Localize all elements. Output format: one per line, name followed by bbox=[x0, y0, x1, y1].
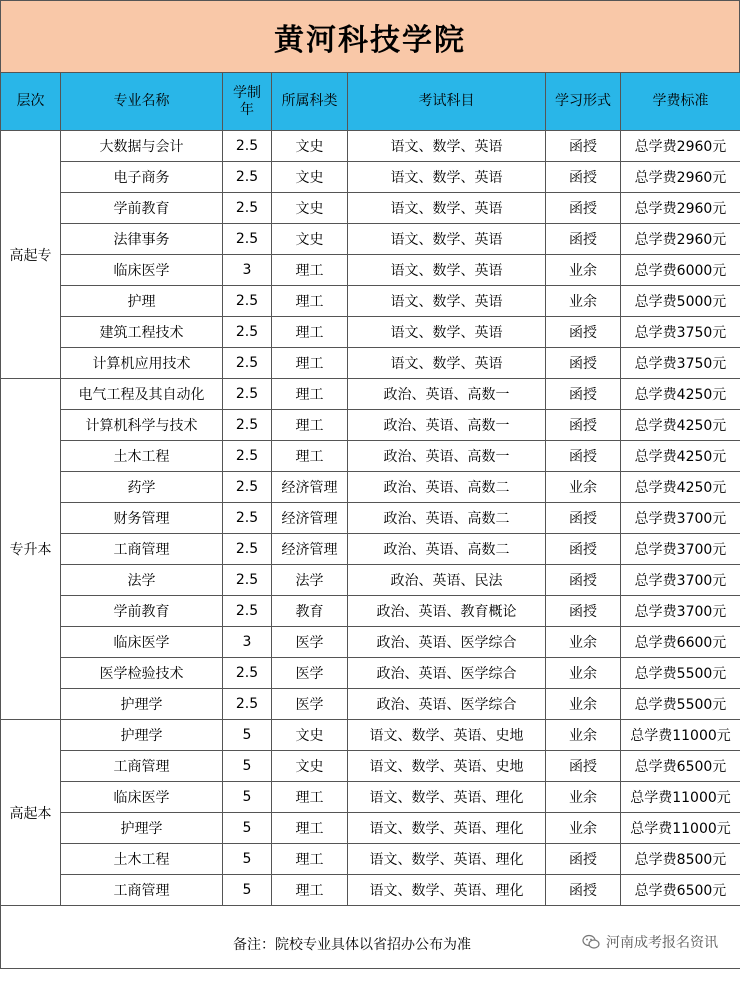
study-mode-cell: 函授 bbox=[546, 224, 621, 255]
duration-cell: 2.5 bbox=[223, 410, 272, 441]
category-cell: 文史 bbox=[272, 131, 348, 162]
category-cell: 医学 bbox=[272, 658, 348, 689]
major-cell: 工商管理 bbox=[61, 751, 223, 782]
study-mode-cell: 业余 bbox=[546, 627, 621, 658]
subjects-cell: 语文、数学、英语、理化 bbox=[348, 844, 546, 875]
table-row bbox=[1, 751, 740, 782]
fee-cell: 总学费2960元 bbox=[621, 162, 740, 193]
page-title: 黄河科技学院 bbox=[0, 0, 740, 73]
category-cell: 文史 bbox=[272, 224, 348, 255]
study-mode-cell: 函授 bbox=[546, 844, 621, 875]
header-duration-label: 学制 年 bbox=[233, 84, 261, 118]
major-cell: 工商管理 bbox=[61, 534, 223, 565]
duration-cell: 2.5 bbox=[223, 286, 272, 317]
table-row bbox=[1, 534, 740, 565]
category-cell: 文史 bbox=[272, 162, 348, 193]
table-row bbox=[1, 255, 740, 286]
note-text: 备注：院校专业具体以省招办公布为准 bbox=[233, 937, 471, 953]
category-cell: 理工 bbox=[272, 286, 348, 317]
category-cell: 文史 bbox=[272, 193, 348, 224]
major-cell: 计算机科学与技术 bbox=[61, 410, 223, 441]
duration-cell: 5 bbox=[223, 782, 272, 813]
category-cell: 法学 bbox=[272, 565, 348, 596]
category-cell: 医学 bbox=[272, 627, 348, 658]
duration-cell: 2.5 bbox=[223, 503, 272, 534]
header-study-mode: 学习形式 bbox=[546, 73, 621, 131]
table-row bbox=[1, 627, 740, 658]
major-cell: 建筑工程技术 bbox=[61, 317, 223, 348]
duration-cell: 3 bbox=[223, 627, 272, 658]
table-row bbox=[1, 441, 740, 472]
header-row bbox=[1, 73, 740, 131]
study-mode-cell: 业余 bbox=[546, 689, 621, 720]
subjects-cell: 政治、英语、高数二 bbox=[348, 503, 546, 534]
header-fee: 学费标准 bbox=[621, 73, 740, 131]
duration-cell: 2.5 bbox=[223, 441, 272, 472]
table-row bbox=[1, 162, 740, 193]
subjects-cell: 语文、数学、英语、理化 bbox=[348, 813, 546, 844]
study-mode-cell: 业余 bbox=[546, 782, 621, 813]
fee-cell: 总学费11000元 bbox=[621, 813, 740, 844]
major-cell: 学前教育 bbox=[61, 596, 223, 627]
fee-cell: 总学费11000元 bbox=[621, 782, 740, 813]
fee-cell: 总学费6600元 bbox=[621, 627, 740, 658]
header-category: 所属科类 bbox=[272, 73, 348, 131]
study-mode-cell: 函授 bbox=[546, 193, 621, 224]
table-row bbox=[1, 472, 740, 503]
watermark bbox=[582, 932, 718, 952]
major-cell: 护理学 bbox=[61, 813, 223, 844]
duration-cell: 2.5 bbox=[223, 193, 272, 224]
category-cell: 经济管理 bbox=[272, 503, 348, 534]
fee-cell: 总学费5000元 bbox=[621, 286, 740, 317]
fee-cell: 总学费11000元 bbox=[621, 720, 740, 751]
study-mode-cell: 业余 bbox=[546, 255, 621, 286]
category-cell: 理工 bbox=[272, 813, 348, 844]
fee-cell: 总学费5500元 bbox=[621, 689, 740, 720]
fee-cell: 总学费6000元 bbox=[621, 255, 740, 286]
fee-cell: 总学费4250元 bbox=[621, 441, 740, 472]
category-cell: 理工 bbox=[272, 255, 348, 286]
table-row bbox=[1, 720, 740, 751]
category-cell: 经济管理 bbox=[272, 534, 348, 565]
category-cell: 教育 bbox=[272, 596, 348, 627]
fee-cell: 总学费2960元 bbox=[621, 193, 740, 224]
category-cell: 经济管理 bbox=[272, 472, 348, 503]
major-cell: 医学检验技术 bbox=[61, 658, 223, 689]
subjects-cell: 政治、英语、高数一 bbox=[348, 410, 546, 441]
fee-cell: 总学费3700元 bbox=[621, 503, 740, 534]
duration-cell: 5 bbox=[223, 813, 272, 844]
study-mode-cell: 函授 bbox=[546, 348, 621, 379]
category-cell: 理工 bbox=[272, 844, 348, 875]
subjects-cell: 语文、数学、英语 bbox=[348, 286, 546, 317]
table-row bbox=[1, 503, 740, 534]
fee-cell: 总学费2960元 bbox=[621, 224, 740, 255]
subjects-cell: 语文、数学、英语 bbox=[348, 131, 546, 162]
major-cell: 电气工程及其自动化 bbox=[61, 379, 223, 410]
table-row bbox=[1, 596, 740, 627]
subjects-cell: 语文、数学、英语 bbox=[348, 317, 546, 348]
table-row bbox=[1, 782, 740, 813]
fee-cell: 总学费6500元 bbox=[621, 751, 740, 782]
fee-cell: 总学费2960元 bbox=[621, 131, 740, 162]
table-row bbox=[1, 658, 740, 689]
duration-cell: 2.5 bbox=[223, 162, 272, 193]
category-cell: 文史 bbox=[272, 751, 348, 782]
wechat-icon bbox=[582, 934, 600, 950]
fee-cell: 总学费6500元 bbox=[621, 875, 740, 906]
major-cell: 护理 bbox=[61, 286, 223, 317]
major-cell: 土木工程 bbox=[61, 844, 223, 875]
duration-cell: 2.5 bbox=[223, 534, 272, 565]
fee-cell: 总学费3700元 bbox=[621, 565, 740, 596]
duration-cell: 2.5 bbox=[223, 689, 272, 720]
table-row bbox=[1, 689, 740, 720]
study-mode-cell: 函授 bbox=[546, 503, 621, 534]
table-row bbox=[1, 286, 740, 317]
fee-cell: 总学费4250元 bbox=[621, 472, 740, 503]
major-cell: 电子商务 bbox=[61, 162, 223, 193]
subjects-cell: 语文、数学、英语、史地 bbox=[348, 720, 546, 751]
table-row bbox=[1, 317, 740, 348]
major-cell: 计算机应用技术 bbox=[61, 348, 223, 379]
header-major: 专业名称 bbox=[61, 73, 223, 131]
study-mode-cell: 函授 bbox=[546, 131, 621, 162]
major-cell: 学前教育 bbox=[61, 193, 223, 224]
study-mode-cell: 业余 bbox=[546, 286, 621, 317]
study-mode-cell: 函授 bbox=[546, 875, 621, 906]
duration-cell: 2.5 bbox=[223, 379, 272, 410]
subjects-cell: 政治、英语、高数一 bbox=[348, 379, 546, 410]
subjects-cell: 语文、数学、英语、理化 bbox=[348, 782, 546, 813]
major-cell: 药学 bbox=[61, 472, 223, 503]
category-cell: 理工 bbox=[272, 348, 348, 379]
fee-cell: 总学费4250元 bbox=[621, 410, 740, 441]
duration-cell: 2.5 bbox=[223, 472, 272, 503]
subjects-cell: 政治、英语、高数二 bbox=[348, 472, 546, 503]
table-row bbox=[1, 379, 740, 410]
category-cell: 理工 bbox=[272, 317, 348, 348]
subjects-cell: 政治、英语、医学综合 bbox=[348, 658, 546, 689]
major-cell: 护理学 bbox=[61, 720, 223, 751]
table-row bbox=[1, 875, 740, 906]
category-cell: 理工 bbox=[272, 379, 348, 410]
category-cell: 理工 bbox=[272, 782, 348, 813]
category-cell: 医学 bbox=[272, 689, 348, 720]
table-row bbox=[1, 813, 740, 844]
table-row bbox=[1, 410, 740, 441]
study-mode-cell: 函授 bbox=[546, 596, 621, 627]
major-cell: 财务管理 bbox=[61, 503, 223, 534]
study-mode-cell: 业余 bbox=[546, 472, 621, 503]
programs-table bbox=[0, 72, 740, 969]
duration-cell: 5 bbox=[223, 720, 272, 751]
study-mode-cell: 函授 bbox=[546, 162, 621, 193]
study-mode-cell: 业余 bbox=[546, 813, 621, 844]
table-row bbox=[1, 224, 740, 255]
subjects-cell: 政治、英语、民法 bbox=[348, 565, 546, 596]
header-duration bbox=[223, 73, 272, 131]
fee-cell: 总学费3700元 bbox=[621, 534, 740, 565]
study-mode-cell: 函授 bbox=[546, 441, 621, 472]
subjects-cell: 语文、数学、英语 bbox=[348, 162, 546, 193]
study-mode-cell: 函授 bbox=[546, 410, 621, 441]
major-cell: 法律事务 bbox=[61, 224, 223, 255]
table-row bbox=[1, 844, 740, 875]
level-cell: 高起本 bbox=[1, 720, 61, 906]
subjects-cell: 政治、英语、高数一 bbox=[348, 441, 546, 472]
major-cell: 临床医学 bbox=[61, 782, 223, 813]
study-mode-cell: 函授 bbox=[546, 379, 621, 410]
duration-cell: 2.5 bbox=[223, 596, 272, 627]
subjects-cell: 语文、数学、英语 bbox=[348, 255, 546, 286]
major-cell: 工商管理 bbox=[61, 875, 223, 906]
fee-cell: 总学费4250元 bbox=[621, 379, 740, 410]
study-mode-cell: 业余 bbox=[546, 720, 621, 751]
duration-cell: 2.5 bbox=[223, 658, 272, 689]
note-cell bbox=[1, 906, 740, 969]
header-subjects: 考试科目 bbox=[348, 73, 546, 131]
duration-cell: 2.5 bbox=[223, 317, 272, 348]
fee-cell: 总学费3750元 bbox=[621, 348, 740, 379]
duration-cell: 2.5 bbox=[223, 224, 272, 255]
subjects-cell: 语文、数学、英语、史地 bbox=[348, 751, 546, 782]
level-cell: 专升本 bbox=[1, 379, 61, 720]
study-mode-cell: 函授 bbox=[546, 317, 621, 348]
subjects-cell: 政治、英语、高数二 bbox=[348, 534, 546, 565]
header-level: 层次 bbox=[1, 73, 61, 131]
duration-cell: 3 bbox=[223, 255, 272, 286]
fee-cell: 总学费8500元 bbox=[621, 844, 740, 875]
subjects-cell: 政治、英语、医学综合 bbox=[348, 689, 546, 720]
category-cell: 文史 bbox=[272, 720, 348, 751]
fee-cell: 总学费5500元 bbox=[621, 658, 740, 689]
major-cell: 法学 bbox=[61, 565, 223, 596]
subjects-cell: 语文、数学、英语 bbox=[348, 193, 546, 224]
table-row bbox=[1, 348, 740, 379]
fee-cell: 总学费3750元 bbox=[621, 317, 740, 348]
major-cell: 大数据与会计 bbox=[61, 131, 223, 162]
subjects-cell: 语文、数学、英语 bbox=[348, 224, 546, 255]
study-mode-cell: 函授 bbox=[546, 534, 621, 565]
major-cell: 临床医学 bbox=[61, 627, 223, 658]
subjects-cell: 政治、英语、教育概论 bbox=[348, 596, 546, 627]
watermark-text: 河南成考报名资讯 bbox=[606, 935, 718, 951]
subjects-cell: 政治、英语、医学综合 bbox=[348, 627, 546, 658]
level-cell: 高起专 bbox=[1, 131, 61, 379]
duration-cell: 2.5 bbox=[223, 565, 272, 596]
duration-cell: 5 bbox=[223, 844, 272, 875]
subjects-cell: 语文、数学、英语、理化 bbox=[348, 875, 546, 906]
duration-cell: 5 bbox=[223, 751, 272, 782]
category-cell: 理工 bbox=[272, 875, 348, 906]
table-row bbox=[1, 193, 740, 224]
table-row bbox=[1, 131, 740, 162]
fee-cell: 总学费3700元 bbox=[621, 596, 740, 627]
note-row bbox=[1, 906, 740, 969]
table-body bbox=[1, 131, 740, 906]
study-mode-cell: 函授 bbox=[546, 751, 621, 782]
duration-cell: 2.5 bbox=[223, 348, 272, 379]
study-mode-cell: 函授 bbox=[546, 565, 621, 596]
duration-cell: 2.5 bbox=[223, 131, 272, 162]
duration-cell: 5 bbox=[223, 875, 272, 906]
major-cell: 护理学 bbox=[61, 689, 223, 720]
major-cell: 土木工程 bbox=[61, 441, 223, 472]
study-mode-cell: 业余 bbox=[546, 658, 621, 689]
subjects-cell: 语文、数学、英语 bbox=[348, 348, 546, 379]
table-row bbox=[1, 565, 740, 596]
category-cell: 理工 bbox=[272, 441, 348, 472]
category-cell: 理工 bbox=[272, 410, 348, 441]
major-cell: 临床医学 bbox=[61, 255, 223, 286]
